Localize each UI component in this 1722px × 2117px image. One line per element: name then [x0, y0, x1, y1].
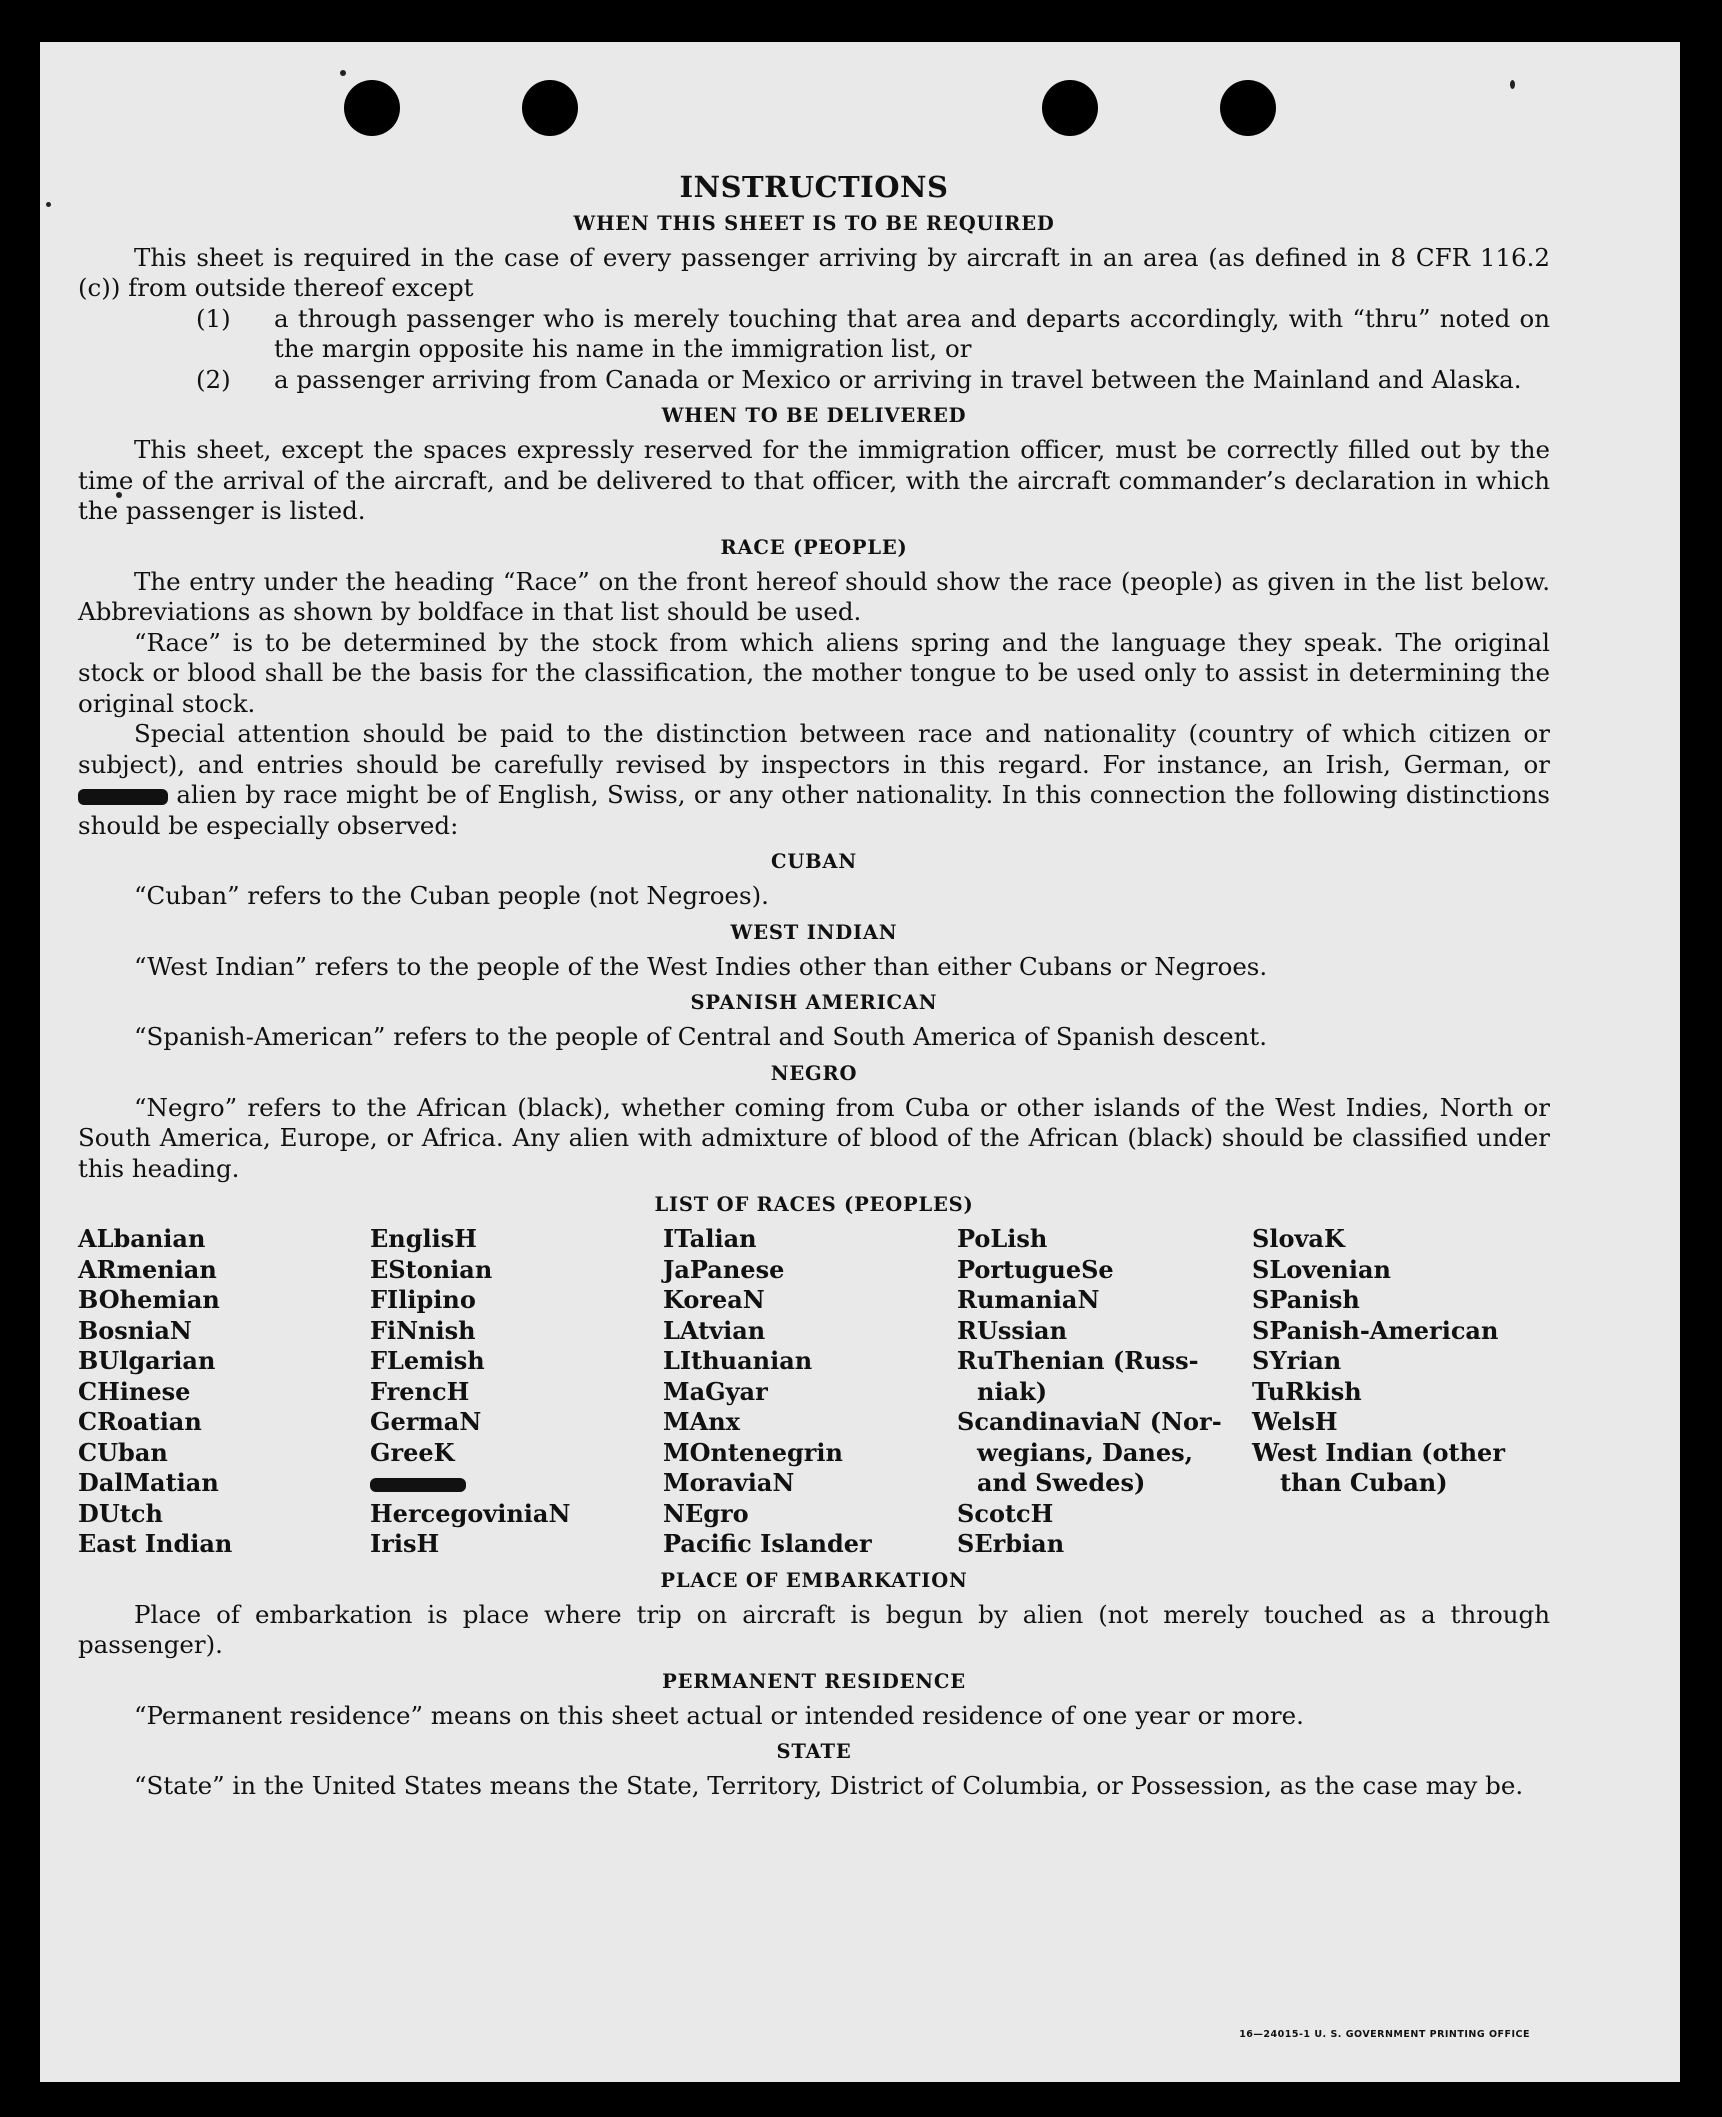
embarkation-text: Place of embarkation is place where trip on aircraft is begun by alien (not merely touched as a through passenger). — [78, 1599, 1550, 1659]
race-column — [370, 1224, 663, 1560]
exception-text: a through passenger who is merely touching that area and departs accordingly, with “thru” noted on the margin opposite his name in the immigration list, or — [274, 303, 1550, 363]
race-entry: TuRkish — [1252, 1376, 1362, 1406]
heading-state: STATE — [776, 1740, 852, 1763]
race-entry: niak) — [977, 1376, 1048, 1406]
race-entry: BOhemian — [78, 1285, 220, 1314]
race-paragraph-2: “Race” is to be determined by the stock from which aliens spring and the language they speak. The original stock or blood shall be the basis for the classification, the mother tongue to be used only to assist in determining the original stock. — [78, 627, 1550, 718]
exception-text: a passenger arriving from Canada or Mexico or arriving in travel between the Mainland and Alaska. — [274, 364, 1522, 394]
race-entry: SYrian — [1252, 1346, 1342, 1375]
race-entry: FiNnish — [370, 1315, 476, 1345]
race-paragraph-1: The entry under the heading “Race” on the front hereof should show the race (people) as given in the list below. Abbreviations as shown by boldface in that list should be used. — [78, 566, 1550, 626]
race-entry: IrisH — [370, 1529, 440, 1558]
race-entry: NEgro — [663, 1498, 749, 1528]
heading-race: RACE (PEOPLE) — [720, 535, 908, 559]
race-column — [957, 1224, 1252, 1560]
heading-list-of-races: LIST OF RACES (PEOPLES) — [654, 1193, 974, 1216]
race-entry: SPanish — [1252, 1285, 1360, 1314]
when-required-intro: This sheet is required in the case of every passenger arriving by aircraft in an area (as defined in 8 CFR 116.2 (c)) from outside thereof except — [78, 242, 1550, 302]
race-entry: CHinese — [78, 1376, 191, 1406]
heading-when-delivered: WHEN TO BE DELIVERED — [661, 404, 967, 427]
when-delivered-text: This sheet, except the spaces expressly reserved for the immigration officer, must be correctly filled out by the time of the arrival of the aircraft, and be delivered to that officer, with the aircraft commander’s declaration in which the passenger is listed. — [78, 435, 1550, 525]
race-entry: EStonian — [370, 1254, 493, 1284]
instructions-content — [78, 172, 1550, 1802]
speck — [1510, 80, 1515, 89]
race-entry: RuThenian (Russ- — [957, 1346, 1199, 1375]
punch-hole — [522, 80, 578, 136]
cuban-text: “Cuban” refers to the Cuban people (not Negroes). — [134, 881, 769, 910]
race-entry: GreeK — [370, 1437, 455, 1467]
race-entry: RumaniaN — [957, 1285, 1100, 1314]
race-entry: SLovenian — [1252, 1254, 1391, 1284]
race-entry: CRoatian — [78, 1407, 202, 1436]
exception-number: (2) — [196, 364, 231, 394]
race-column — [1252, 1224, 1550, 1560]
exception-number: (1) — [196, 303, 231, 333]
race-entry: than Cuban) — [1280, 1468, 1448, 1497]
page-title: INSTRUCTIONS — [679, 170, 949, 204]
west-indian-text: “West Indian” refers to the people of the West Indies other than either Cubans or Negroes. — [134, 951, 1268, 981]
race-entry: SErbian — [957, 1529, 1065, 1558]
exception-item — [78, 365, 1550, 396]
race-list — [78, 1224, 1550, 1560]
race-entry: MAnx — [663, 1407, 740, 1436]
punch-hole — [1042, 80, 1098, 136]
race-entry: SlovaK — [1252, 1224, 1345, 1253]
race-entry: FLemish — [370, 1346, 485, 1375]
race-entry: DalMatian — [78, 1468, 219, 1497]
race-entry: Pacific Islander — [663, 1529, 872, 1558]
race-entry: LAtvian — [663, 1315, 766, 1345]
state-text: “State” in the United States means the State, Territory, District of Columbia, or Possession, as the case may be. — [134, 1771, 1524, 1800]
redaction-mark — [370, 1478, 466, 1492]
race-entry: RUssian — [957, 1315, 1068, 1345]
race-entry: ScandinaviaN (Nor- — [957, 1407, 1222, 1436]
spanish-american-text: “Spanish-American” refers to the people of Central and South America of Spanish descent. — [134, 1022, 1268, 1051]
race-entry: HercegoviniaN — [370, 1498, 571, 1528]
race-entry: BUlgarian — [78, 1346, 216, 1375]
exception-item — [78, 304, 1550, 365]
race-entry: CUban — [78, 1437, 168, 1467]
race-paragraph-3 — [78, 719, 1550, 841]
heading-when-required: WHEN THIS SHEET IS TO BE REQUIRED — [573, 211, 1055, 235]
heading-cuban: CUBAN — [771, 850, 857, 873]
heading-west-indian: WEST INDIAN — [730, 920, 898, 944]
race-entry: SPanish-American — [1252, 1315, 1499, 1345]
race-entry: FrencH — [370, 1376, 470, 1406]
negro-text: “Negro” refers to the African (black), whether coming from Cuba or other islands of the West Indies, North or South America, Europe, or Africa. Any alien with admixture of blood of the African (black) should be classified under this heading. — [78, 1092, 1550, 1183]
race-entry: LIthuanian — [663, 1346, 813, 1375]
race-entry: MoraviaN — [663, 1468, 795, 1497]
race-entry: EnglisH — [370, 1224, 477, 1253]
redaction-mark — [78, 789, 168, 805]
race-entry: FIlipino — [370, 1285, 476, 1314]
race-entry: PortugueSe — [957, 1254, 1114, 1284]
heading-embarkation: PLACE OF EMBARKATION — [660, 1568, 968, 1592]
race-entry: WelsH — [1252, 1407, 1338, 1436]
speck — [340, 70, 346, 76]
race-entry: ARmenian — [78, 1254, 217, 1284]
race-paragraph-3-start: Special attention should be paid to the distinction between race and nationality (country of which citizen or subject), and entries should be carefully revised by inspectors in this regard. For instance, an Irish, German, or — [78, 719, 1550, 779]
race-entry: West Indian (other — [1252, 1437, 1505, 1467]
race-entry: East Indian — [78, 1529, 233, 1558]
printing-office-imprint: 16—24015-1 U. S. GOVERNMENT PRINTING OFFICE — [1239, 2029, 1530, 2040]
race-entry-redacted — [370, 1468, 663, 1499]
punch-hole — [344, 80, 400, 136]
race-column — [663, 1224, 957, 1560]
race-entry: GermaN — [370, 1407, 482, 1436]
race-entry: JaPanese — [663, 1254, 785, 1284]
race-entry: ALbanian — [78, 1224, 206, 1253]
race-entry: DUtch — [78, 1498, 163, 1528]
heading-spanish-american: SPANISH AMERICAN — [690, 991, 938, 1014]
race-entry: wegians, Danes, — [977, 1437, 1193, 1467]
document-sheet — [40, 42, 1680, 2082]
race-entry: MOntenegrin — [663, 1437, 843, 1467]
permanent-residence-text: “Permanent residence” means on this sheet actual or intended residence of one year or more. — [134, 1700, 1304, 1730]
race-entry: ITalian — [663, 1224, 757, 1253]
race-entry: MaGyar — [663, 1376, 768, 1406]
race-entry: BosniaN — [78, 1315, 192, 1345]
race-entry: KoreaN — [663, 1285, 765, 1314]
heading-permanent-residence: PERMANENT RESIDENCE — [662, 1669, 966, 1693]
race-entry: PoLish — [957, 1224, 1048, 1253]
race-entry: ScotcH — [957, 1498, 1054, 1528]
race-column — [78, 1224, 370, 1560]
punch-hole — [1220, 80, 1276, 136]
heading-negro: NEGRO — [770, 1061, 858, 1085]
race-paragraph-3-end: alien by race might be of English, Swiss, or any other nationality. In this connection the following distinctions should be especially observed: — [78, 780, 1550, 840]
speck — [46, 202, 51, 207]
race-entry: and Swedes) — [977, 1468, 1146, 1497]
